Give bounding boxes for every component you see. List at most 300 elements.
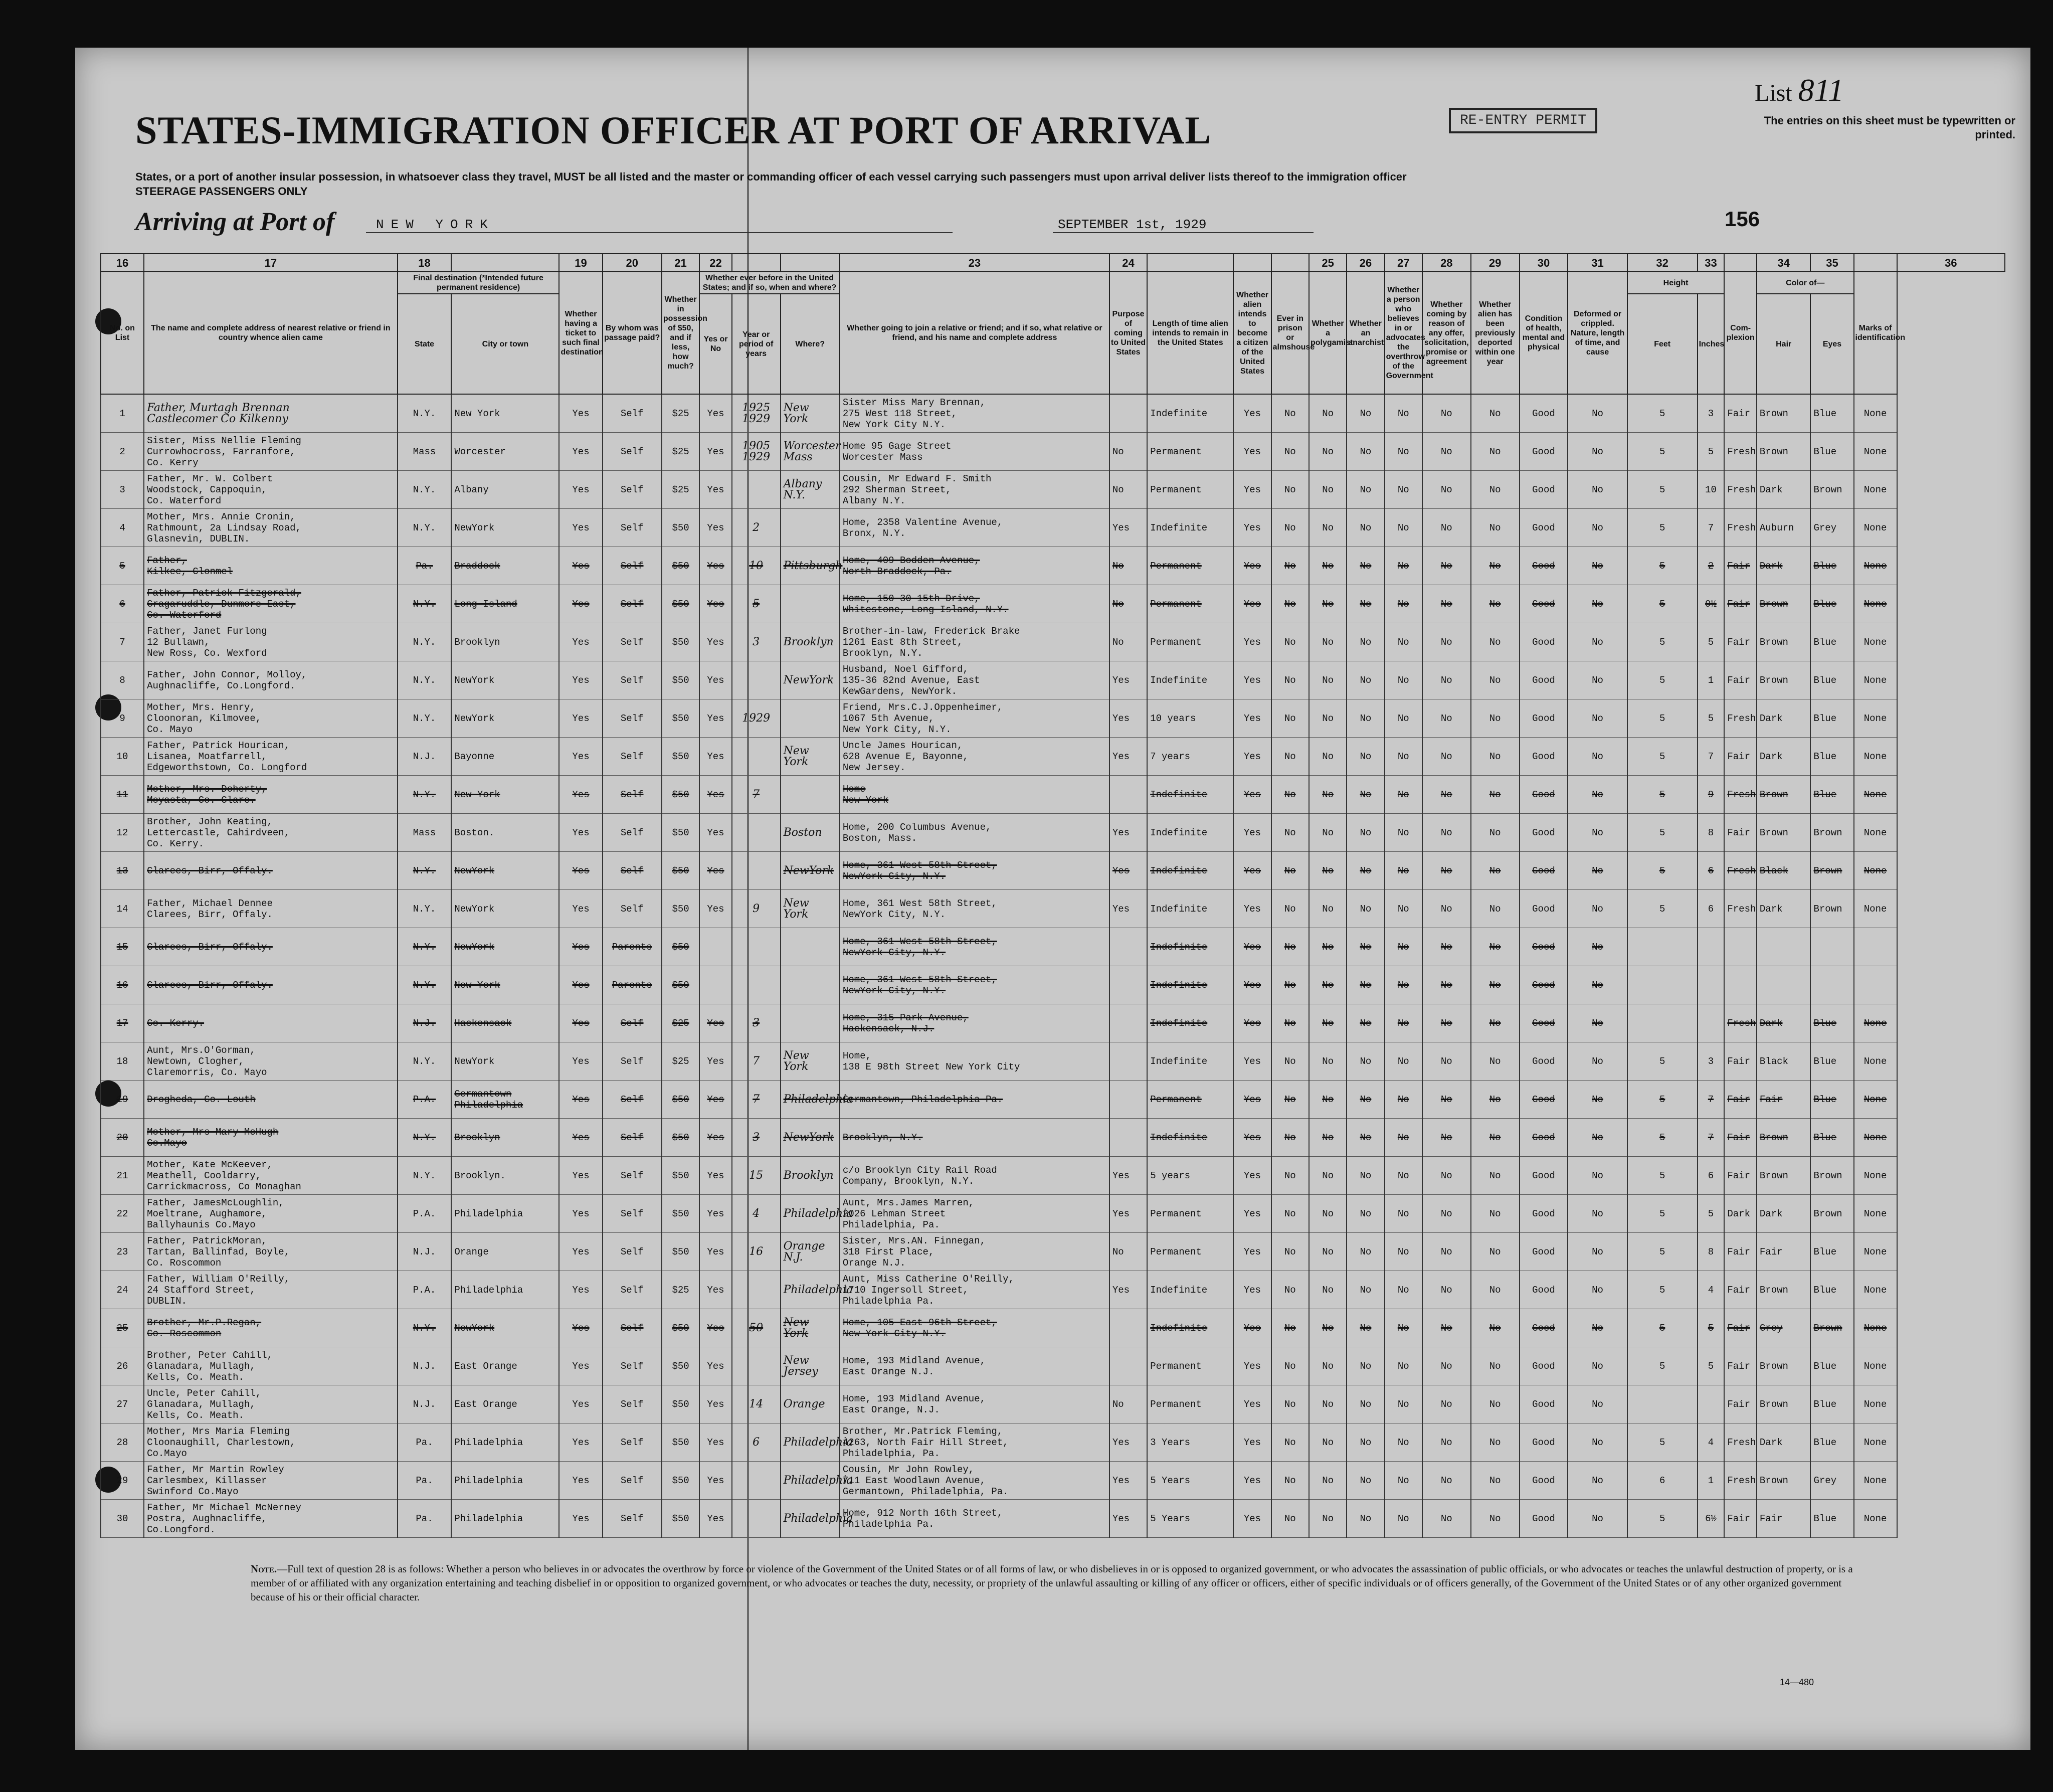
cell-purpose: Yes [1109, 738, 1147, 776]
cell-height-inches: 1 [1698, 661, 1725, 699]
cell-relative-address: Mother, Mrs. Doherty, Moyasta, Co. Clare. [144, 776, 398, 814]
cell-eye-color: Blue [1810, 1385, 1853, 1423]
cell-identification-marks: None [1854, 661, 1897, 699]
column-number [1147, 254, 1233, 272]
header-prison: Ever in prison or almshouse [1271, 272, 1309, 394]
cell-q29: No [1422, 585, 1471, 623]
port-value: NEW YORK [376, 217, 495, 232]
cell-before-yes-no: Yes [699, 394, 732, 433]
cell-passage-paid-by: Self [603, 1500, 662, 1538]
column-number [1724, 254, 1757, 272]
cell-prison: No [1271, 1081, 1309, 1119]
cell-hair-color: Brown [1757, 1119, 1811, 1157]
cell-ticket: Yes [559, 1423, 602, 1462]
cell-complexion: Fresh [1724, 433, 1757, 471]
table-row [101, 814, 2005, 852]
cell-q29: No [1422, 1347, 1471, 1385]
cell-row-number: 20 [101, 1119, 144, 1157]
cell-before-period: 1925 1929 [732, 394, 781, 433]
cell-intends-citizen: Yes [1233, 1271, 1271, 1309]
table-row [101, 661, 2005, 699]
cell-ticket: Yes [559, 661, 602, 699]
cell-passage-paid-by: Self [603, 1195, 662, 1233]
cell-destination-state: N.J. [398, 1385, 452, 1423]
instruction-text: States, or a port of another insular possession, in whatsoever class they travel, MUST be all listed and the master or commanding officer of each vessel carrying such passengers must upon arrival deliver lists thereof to the immigration officer [135, 170, 1407, 183]
cell-prison: No [1271, 1423, 1309, 1462]
cell-destination-city: East Orange [451, 1347, 559, 1385]
cell-hair-color: Dark [1757, 1195, 1811, 1233]
cell-prison: No [1271, 394, 1309, 433]
cell-q30: No [1471, 1462, 1520, 1500]
cell-health-condition: Good [1520, 738, 1568, 776]
table-row [101, 623, 2005, 661]
column-number: 32 [1627, 254, 1698, 272]
cell-health-condition: Good [1520, 776, 1568, 814]
form-number: 14—480 [1780, 1677, 1814, 1687]
cell-intends-citizen: Yes [1233, 1119, 1271, 1157]
cell-before-where [781, 966, 840, 1004]
header-period: Year or period of years [732, 294, 781, 394]
cell-height-feet: 5 [1627, 1157, 1698, 1195]
cell-before-yes-no: Yes [699, 1271, 732, 1309]
cell-destination-state: N.Y. [398, 776, 452, 814]
cell-q28: No [1385, 1119, 1422, 1157]
cell-destination-state: N.Y. [398, 928, 452, 966]
cell-identification-marks: None [1854, 1119, 1897, 1157]
cell-height-inches: 9½ [1698, 585, 1725, 623]
cell-polygamist: No [1309, 509, 1347, 547]
cell-complexion: Fair [1724, 1500, 1757, 1538]
cell-polygamist: No [1309, 394, 1347, 433]
cell-q28: No [1385, 394, 1422, 433]
column-number: 21 [662, 254, 699, 272]
cell-destination-city: NewYork [451, 509, 559, 547]
cell-length-of-stay: Permanent [1147, 1347, 1233, 1385]
cell-prison: No [1271, 852, 1309, 890]
cell-eye-color: Brown [1810, 814, 1853, 852]
cell-ticket: Yes [559, 1042, 602, 1081]
cell-eye-color: Blue [1810, 1119, 1853, 1157]
cell-before-where: New York [781, 394, 840, 433]
cell-height-feet: 5 [1627, 1081, 1698, 1119]
cell-length-of-stay: Indefinite [1147, 852, 1233, 890]
cell-before-period: 7 [732, 1042, 781, 1081]
table-row [101, 433, 2005, 471]
cell-prison: No [1271, 1233, 1309, 1271]
cell-height-inches: 5 [1698, 1347, 1725, 1385]
column-number: 30 [1520, 254, 1568, 272]
cell-ticket: Yes [559, 966, 602, 1004]
cell-q30: No [1471, 661, 1520, 699]
cell-hair-color: Brown [1757, 814, 1811, 852]
cell-height-feet: 5 [1627, 699, 1698, 738]
cell-length-of-stay: Permanent [1147, 1385, 1233, 1423]
cell-height-inches [1698, 928, 1725, 966]
cell-passage-paid-by: Self [603, 1462, 662, 1500]
cell-money: $50 [662, 661, 699, 699]
table-row [101, 1233, 2005, 1271]
cell-q30: No [1471, 1309, 1520, 1347]
cell-destination-city: Bayonne [451, 738, 559, 776]
cell-eye-color [1810, 928, 1853, 966]
cell-ticket: Yes [559, 852, 602, 890]
cell-polygamist: No [1309, 1119, 1347, 1157]
cell-prison: No [1271, 585, 1309, 623]
cell-row-number: 27 [101, 1385, 144, 1423]
cell-q29: No [1422, 1385, 1471, 1423]
cell-relative-address: Mother, Mrs Maria Fleming Cloonaughill, Charlestown, Co.Mayo [144, 1423, 398, 1462]
cell-ticket: Yes [559, 814, 602, 852]
cell-before-yes-no: Yes [699, 776, 732, 814]
cell-relative-address: Father, Patrick Hourican, Lisanea, Moatfarrell, Edgeworthstown, Co. Longford [144, 738, 398, 776]
header-anarchist: Whether an anarchist [1347, 272, 1384, 394]
cell-length-of-stay: 10 years [1147, 699, 1233, 738]
cell-purpose: Yes [1109, 1462, 1147, 1500]
cell-prison: No [1271, 699, 1309, 738]
cell-length-of-stay: 5 Years [1147, 1462, 1233, 1500]
cell-height-feet: 5 [1627, 890, 1698, 928]
cell-ticket: Yes [559, 585, 602, 623]
cell-before-where: Brooklyn [781, 1157, 840, 1195]
cell-q28: No [1385, 890, 1422, 928]
cell-purpose: Yes [1109, 1423, 1147, 1462]
cell-ticket: Yes [559, 1309, 602, 1347]
cell-joining-relative: c/o Brooklyn City Rail Road Company, Brooklyn, N.Y. [840, 1157, 1109, 1195]
cell-purpose: No [1109, 547, 1147, 585]
cell-hair-color: Brown [1757, 1347, 1811, 1385]
cell-deformed: No [1568, 1119, 1627, 1157]
cell-relative-address: Father, Michael Dennee Clarees, Birr, Offaly. [144, 890, 398, 928]
cell-q30: No [1471, 471, 1520, 509]
cell-destination-city: Philadelphia [451, 1195, 559, 1233]
cell-hair-color: Brown [1757, 1271, 1811, 1309]
cell-joining-relative: Uncle James Hourican, 628 Avenue E, Bayonne, New Jersey. [840, 738, 1109, 776]
table-row [101, 471, 2005, 509]
cell-prison: No [1271, 738, 1309, 776]
re-entry-stamp: RE-ENTRY PERMIT [1449, 108, 1597, 133]
cell-q28: No [1385, 661, 1422, 699]
cell-anarchist: No [1347, 585, 1384, 623]
cell-hair-color: Brown [1757, 1157, 1811, 1195]
cell-purpose [1109, 1004, 1147, 1042]
cell-before-yes-no: Yes [699, 1157, 732, 1195]
cell-anarchist: No [1347, 547, 1384, 585]
cell-anarchist: No [1347, 890, 1384, 928]
cell-intends-citizen: Yes [1233, 928, 1271, 966]
cell-destination-state: N.Y. [398, 1042, 452, 1081]
cell-before-period: 15 [732, 1157, 781, 1195]
cell-eye-color: Grey [1810, 509, 1853, 547]
manifest-rows [101, 394, 2005, 1538]
header-hair: Hair [1757, 294, 1811, 394]
cell-deformed: No [1568, 1004, 1627, 1042]
header-height: Height [1627, 272, 1725, 294]
cell-ticket: Yes [559, 509, 602, 547]
cell-identification-marks: None [1854, 1157, 1897, 1195]
cell-polygamist: No [1309, 1233, 1347, 1271]
cell-destination-city: Long Island [451, 585, 559, 623]
cell-intends-citizen: Yes [1233, 776, 1271, 814]
cell-health-condition: Good [1520, 1271, 1568, 1309]
cell-anarchist: No [1347, 1157, 1384, 1195]
cell-eye-color: Brown [1810, 1309, 1853, 1347]
footnote-label: Note. [251, 1563, 277, 1575]
cell-health-condition: Good [1520, 1423, 1568, 1462]
cell-anarchist: No [1347, 661, 1384, 699]
cell-deformed: No [1568, 1309, 1627, 1347]
cell-destination-state: N.Y. [398, 661, 452, 699]
cell-q30: No [1471, 1423, 1520, 1462]
cell-anarchist: No [1347, 623, 1384, 661]
cell-purpose: Yes [1109, 814, 1147, 852]
cell-relative-address: Mother, Mrs. Henry, Cloonoran, Kilmovee, Co. Mayo [144, 699, 398, 738]
cell-prison: No [1271, 890, 1309, 928]
cell-q30: No [1471, 394, 1520, 433]
cell-joining-relative: Sister, Mrs.AN. Finnegan, 318 First Place, Orange N.J. [840, 1233, 1109, 1271]
cell-health-condition: Good [1520, 394, 1568, 433]
cell-q30: No [1471, 433, 1520, 471]
cell-prison: No [1271, 1042, 1309, 1081]
cell-height-feet: 5 [1627, 852, 1698, 890]
cell-before-where: New York [781, 738, 840, 776]
cell-destination-state: Pa. [398, 1462, 452, 1500]
cell-purpose: No [1109, 471, 1147, 509]
cell-complexion: Fresh [1724, 1462, 1757, 1500]
cell-purpose: Yes [1109, 661, 1147, 699]
cell-length-of-stay: Indefinite [1147, 776, 1233, 814]
cell-ticket: Yes [559, 547, 602, 585]
header-purpose: Purpose of coming to United States [1109, 272, 1147, 394]
cell-before-yes-no: Yes [699, 661, 732, 699]
cell-intends-citizen: Yes [1233, 1385, 1271, 1423]
cell-joining-relative: Home 95 Gage Street Worcester Mass [840, 433, 1109, 471]
cell-passage-paid-by: Self [603, 890, 662, 928]
cell-q29: No [1422, 966, 1471, 1004]
cell-height-inches: 6½ [1698, 1500, 1725, 1538]
cell-polygamist: No [1309, 1081, 1347, 1119]
cell-health-condition: Good [1520, 1462, 1568, 1500]
cell-row-number: 1 [101, 394, 144, 433]
cell-eye-color: Brown [1810, 471, 1853, 509]
cell-destination-state: N.Y. [398, 394, 452, 433]
cell-anarchist: No [1347, 738, 1384, 776]
cell-before-period [732, 738, 781, 776]
cell-deformed: No [1568, 890, 1627, 928]
cell-relative-address: Uncle, Peter Cahill, Glanadara, Mullagh, Kells, Co. Meath. [144, 1385, 398, 1423]
cell-height-inches: 5 [1698, 623, 1725, 661]
cell-intends-citizen: Yes [1233, 509, 1271, 547]
cell-before-period [732, 852, 781, 890]
cell-anarchist: No [1347, 1309, 1384, 1347]
cell-q29: No [1422, 1157, 1471, 1195]
cell-height-feet: 5 [1627, 433, 1698, 471]
cell-ticket: Yes [559, 738, 602, 776]
cell-hair-color: Brown [1757, 661, 1811, 699]
cell-purpose: No [1109, 433, 1147, 471]
cell-deformed: No [1568, 776, 1627, 814]
cell-destination-state: N.Y. [398, 471, 452, 509]
cell-row-number: 28 [101, 1423, 144, 1462]
cell-eye-color: Blue [1810, 585, 1853, 623]
cell-anarchist: No [1347, 1271, 1384, 1309]
cell-complexion [1724, 928, 1757, 966]
cell-polygamist: No [1309, 1004, 1347, 1042]
cell-purpose: No [1109, 585, 1147, 623]
cell-q29: No [1422, 1042, 1471, 1081]
cell-q30: No [1471, 1347, 1520, 1385]
cell-deformed: No [1568, 928, 1627, 966]
header-inches: Inches [1698, 294, 1725, 394]
cell-joining-relative: Germantown, Philadelphia Pa. [840, 1081, 1109, 1119]
cell-relative-address: Brother, Mr.P.Regan, Co. Roscommon [144, 1309, 398, 1347]
cell-before-period [732, 1271, 781, 1309]
cell-q28: No [1385, 509, 1422, 547]
cell-deformed: No [1568, 394, 1627, 433]
cell-identification-marks: None [1854, 433, 1897, 471]
cell-q29: No [1422, 471, 1471, 509]
cell-row-number: 13 [101, 852, 144, 890]
cell-q29: No [1422, 852, 1471, 890]
cell-complexion: Fair [1724, 814, 1757, 852]
cell-health-condition: Good [1520, 1004, 1568, 1042]
cell-destination-state: N.Y. [398, 623, 452, 661]
cell-length-of-stay: Indefinite [1147, 1004, 1233, 1042]
cell-length-of-stay: Indefinite [1147, 890, 1233, 928]
date-underline [1053, 232, 1314, 233]
table-row [101, 1119, 2005, 1157]
cell-before-period: 7 [732, 776, 781, 814]
cell-before-period: 4 [732, 1195, 781, 1233]
cell-health-condition: Good [1520, 928, 1568, 966]
cell-relative-address: Clarees, Birr, Offaly. [144, 966, 398, 1004]
cell-row-number: 6 [101, 585, 144, 623]
cell-joining-relative: Home, 409 Bodden Avenue, North Braddock, Pa. [840, 547, 1109, 585]
cell-passage-paid-by: Parents [603, 928, 662, 966]
cell-row-number: 11 [101, 776, 144, 814]
cell-eye-color: Blue [1810, 1271, 1853, 1309]
cell-complexion [1724, 966, 1757, 1004]
cell-before-where: Pittsburgh [781, 547, 840, 585]
cell-intends-citizen: Yes [1233, 1347, 1271, 1385]
cell-identification-marks: None [1854, 776, 1897, 814]
cell-identification-marks: None [1854, 699, 1897, 738]
cell-complexion: Fair [1724, 1119, 1757, 1157]
cell-identification-marks: None [1854, 814, 1897, 852]
table-row [101, 394, 2005, 433]
cell-prison: No [1271, 1385, 1309, 1423]
cell-health-condition: Good [1520, 471, 1568, 509]
cell-polygamist: No [1309, 547, 1347, 585]
cell-anarchist: No [1347, 1385, 1384, 1423]
cell-identification-marks: None [1854, 1081, 1897, 1119]
cell-prison: No [1271, 814, 1309, 852]
column-number: 19 [559, 254, 602, 272]
cell-relative-address: Mother, Kate McKeever, Meathell, Cooldarry, Carrickmacross, Co Monaghan [144, 1157, 398, 1195]
header-deformed: Deformed or crippled. Nature, length of time, and cause [1568, 272, 1627, 394]
cell-destination-city: NewYork [451, 928, 559, 966]
cell-anarchist: No [1347, 928, 1384, 966]
cell-anarchist: No [1347, 1233, 1384, 1271]
cell-before-where [781, 585, 840, 623]
cell-deformed: No [1568, 623, 1627, 661]
cell-prison: No [1271, 547, 1309, 585]
cell-purpose [1109, 776, 1147, 814]
cell-eye-color: Brown [1810, 890, 1853, 928]
cell-q30: No [1471, 585, 1520, 623]
cell-intends-citizen: Yes [1233, 471, 1271, 509]
cell-before-where: Boston [781, 814, 840, 852]
cell-identification-marks: None [1854, 394, 1897, 433]
cell-ticket: Yes [559, 1081, 602, 1119]
cell-before-yes-no: Yes [699, 1385, 732, 1423]
table-row [101, 1042, 2005, 1081]
cell-joining-relative: Home, 361 West 58th Street, NewYork City, N.Y. [840, 928, 1109, 966]
cell-destination-state: N.Y. [398, 890, 452, 928]
cell-row-number: 19 [101, 1081, 144, 1119]
cell-eye-color: Grey [1810, 1462, 1853, 1500]
cell-hair-color: Brown [1757, 394, 1811, 433]
cell-row-number: 30 [101, 1500, 144, 1538]
table-row [101, 890, 2005, 928]
cell-money: $50 [662, 928, 699, 966]
table-row [101, 1157, 2005, 1195]
cell-hair-color: Dark [1757, 738, 1811, 776]
cell-before-yes-no: Yes [699, 1119, 732, 1157]
column-number: 27 [1385, 254, 1422, 272]
cell-intends-citizen: Yes [1233, 1042, 1271, 1081]
cell-q29: No [1422, 1081, 1471, 1119]
cell-money: $50 [662, 509, 699, 547]
cell-height-inches: 7 [1698, 509, 1725, 547]
cell-before-yes-no: Yes [699, 471, 732, 509]
cell-destination-city: Philadelphia [451, 1462, 559, 1500]
cell-q28: No [1385, 471, 1422, 509]
cell-destination-city: NewYork [451, 890, 559, 928]
cell-q28: No [1385, 776, 1422, 814]
cell-identification-marks: None [1854, 1423, 1897, 1462]
cell-q30: No [1471, 1042, 1520, 1081]
cell-money: $50 [662, 890, 699, 928]
cell-passage-paid-by: Self [603, 814, 662, 852]
cell-passage-paid-by: Self [603, 623, 662, 661]
cell-joining-relative: Home, 150-30 15th Drive, Whitestone, Long Island, N.Y. [840, 585, 1109, 623]
cell-deformed: No [1568, 471, 1627, 509]
cell-before-period: 5 [732, 585, 781, 623]
cell-hair-color [1757, 966, 1811, 1004]
column-number [1271, 254, 1309, 272]
cell-q30: No [1471, 1271, 1520, 1309]
header-city: City or town [451, 294, 559, 394]
cell-destination-city: Boston. [451, 814, 559, 852]
cell-destination-state: N.Y. [398, 1157, 452, 1195]
cell-joining-relative: Aunt, Mrs.James Marren, 2026 Lehman Street Philadelphia, Pa. [840, 1195, 1109, 1233]
cell-deformed: No [1568, 738, 1627, 776]
cell-height-inches [1698, 1385, 1725, 1423]
column-number: 24 [1109, 254, 1147, 272]
cell-purpose: No [1109, 1233, 1147, 1271]
cell-length-of-stay: Permanent [1147, 1081, 1233, 1119]
cell-q28: No [1385, 738, 1422, 776]
cell-polygamist: No [1309, 623, 1347, 661]
cell-q28: No [1385, 433, 1422, 471]
table-row [101, 1347, 2005, 1385]
cell-height-feet: 5 [1627, 1271, 1698, 1309]
cell-joining-relative: Home, 2358 Valentine Avenue, Bronx, N.Y. [840, 509, 1109, 547]
cell-destination-state: Pa. [398, 1500, 452, 1538]
cell-polygamist: No [1309, 852, 1347, 890]
cell-purpose [1109, 1309, 1147, 1347]
header-eyes: Eyes [1810, 294, 1853, 394]
